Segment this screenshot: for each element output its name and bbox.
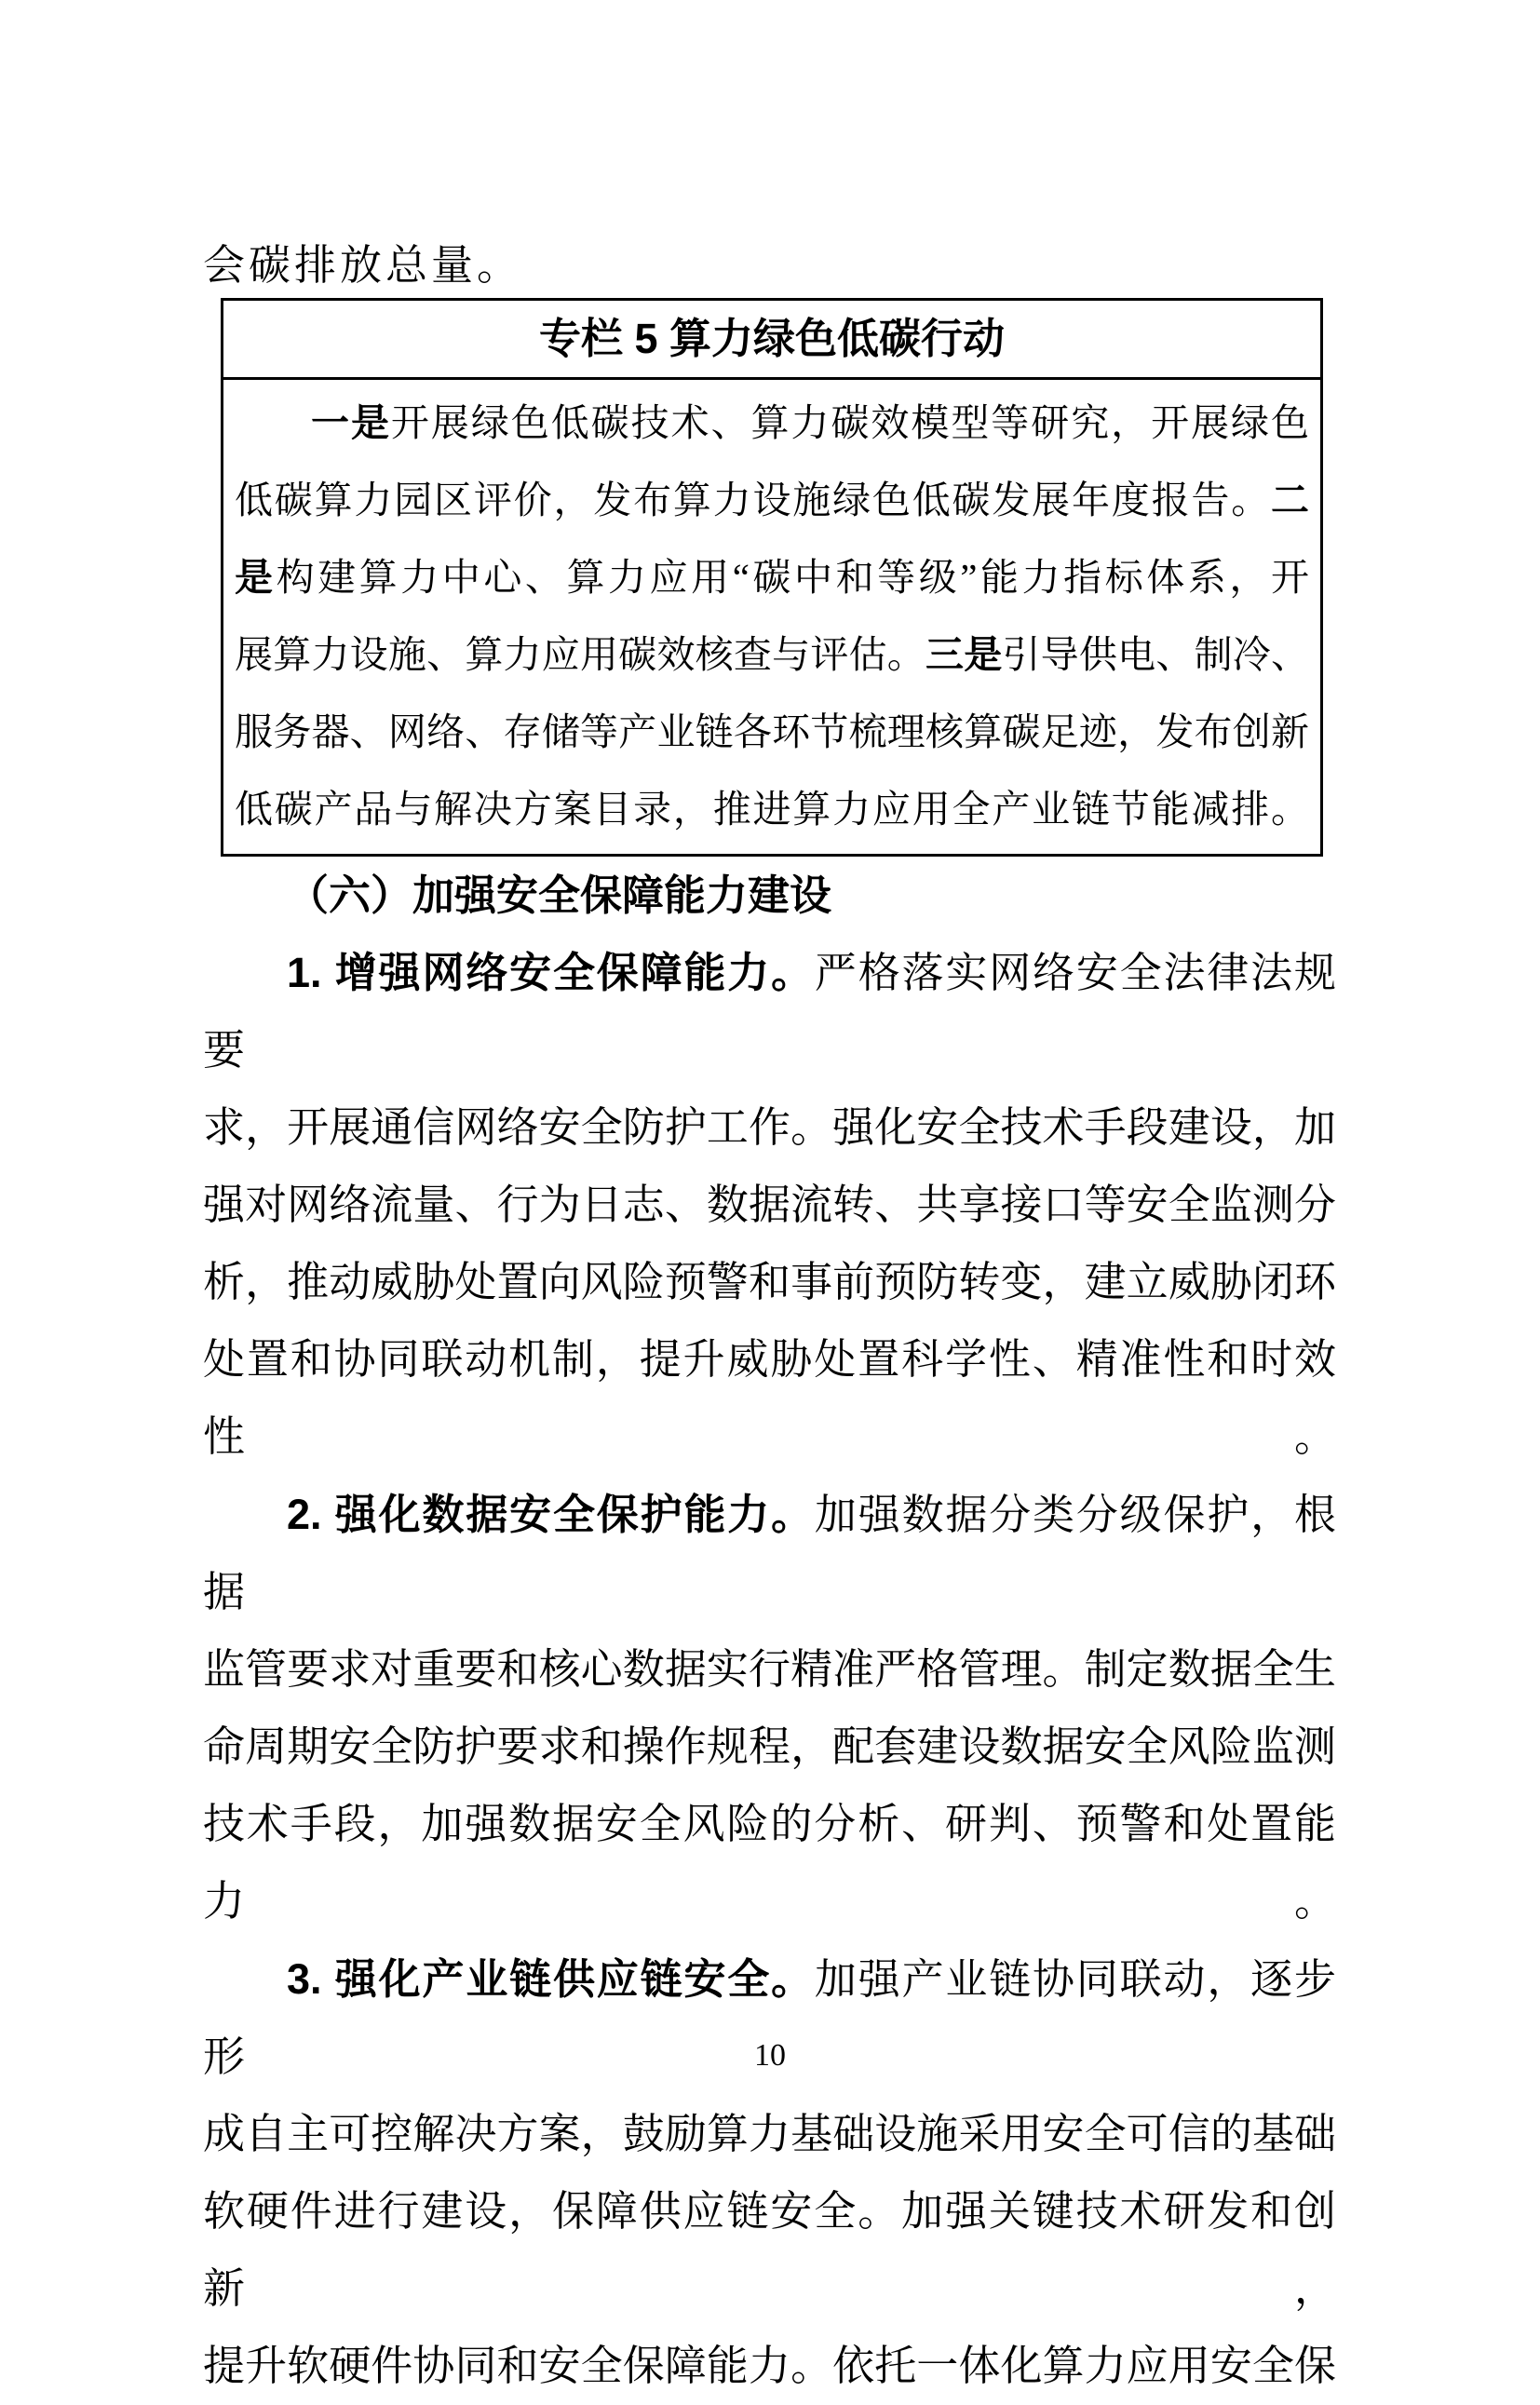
text-run: 加强数据分类分级保护，根据 bbox=[203, 1492, 1336, 1615]
bold-lead-run: 是 bbox=[235, 556, 277, 599]
paragraph-line bbox=[203, 1321, 1336, 1476]
text-run: 引导供电、制冷、 bbox=[1002, 633, 1310, 676]
text-run: 命周期安全防护要求和操作规程，配套建设数据安全风险监测 bbox=[203, 1723, 1336, 1770]
text-run: 求，开展通信网络安全防护工作。强化安全技术手段建设，加 bbox=[203, 1104, 1336, 1151]
section-heading: （六）加强安全保障能力建设 bbox=[287, 871, 832, 919]
text-run: 展算力设施、算力应用碳效核查与评估。 bbox=[235, 633, 925, 676]
paragraph-1 bbox=[203, 934, 1336, 1476]
callout-box-body bbox=[223, 380, 1320, 854]
paragraph-line bbox=[203, 2173, 1336, 2328]
bold-lead-run: 1. 增强网络安全保障能力。 bbox=[287, 949, 815, 996]
paragraph-line bbox=[203, 2096, 1336, 2173]
text-run: 低碳算力园区评价，发布算力设施绿色低碳发展年度报告。 bbox=[235, 479, 1271, 521]
paragraph-line bbox=[203, 1244, 1336, 1321]
intro-text: 会碳排放总量。 bbox=[203, 242, 523, 289]
text-run: 加强产业链协同联动，逐步形 bbox=[203, 1956, 1336, 2080]
paragraph-line bbox=[203, 2328, 1336, 2405]
box-line bbox=[235, 462, 1309, 539]
paragraph-line bbox=[203, 1476, 1336, 1631]
text-run: 析，推动威胁处置向风险预警和事前预防转变，建立威胁闭环 bbox=[203, 1259, 1336, 1305]
intro-continuation-line bbox=[203, 233, 1336, 298]
bold-lead-run: 2. 强化数据安全保护能力。 bbox=[287, 1491, 815, 1538]
text-run: 严格落实网络安全法律法规要 bbox=[203, 950, 1336, 1074]
paragraph-line bbox=[203, 1631, 1336, 1709]
paragraph-2 bbox=[203, 1476, 1336, 1940]
document-page-content bbox=[203, 233, 1336, 2405]
text-run: 成自主可控解决方案，鼓励算力基础设施采用安全可信的基础 bbox=[203, 2111, 1336, 2157]
bold-lead-run: 三是 bbox=[925, 633, 1003, 676]
box-line bbox=[235, 616, 1309, 694]
callout-box-title: 专栏 5 算力绿色低碳行动 bbox=[223, 301, 1320, 380]
text-run: 强对网络流量、行为日志、数据流转、共享接口等安全监测分 bbox=[203, 1182, 1336, 1228]
box-line bbox=[235, 385, 1309, 462]
text-run: 提升软硬件协同和安全保障能力。依托一体化算力应用安全保 bbox=[203, 2343, 1336, 2389]
text-run: 低碳产品与解决方案目录，推进算力应用全产业链节能减排。 bbox=[235, 788, 1309, 831]
callout-box bbox=[221, 298, 1323, 857]
box-line bbox=[235, 694, 1309, 771]
text-run: 服务器、网络、存储等产业链各环节梳理核算碳足迹，发布创新 bbox=[235, 710, 1309, 753]
bold-lead-run: 3. 强化产业链供应链安全。 bbox=[287, 1955, 815, 2003]
text-run: 软硬件进行建设，保障供应链安全。加强关键技术研发和创新， bbox=[203, 2188, 1336, 2312]
text-run: 技术手段，加强数据安全风险的分析、研判、预警和处置能力。 bbox=[203, 1801, 1336, 1925]
paragraph-line bbox=[203, 1167, 1336, 1244]
page-number: 10 bbox=[754, 2038, 786, 2073]
box-line bbox=[235, 771, 1309, 848]
box-line bbox=[235, 539, 1309, 616]
bold-lead-run: 二 bbox=[1271, 479, 1309, 521]
bold-lead-run: 一是 bbox=[311, 401, 391, 444]
text-run: 开展绿色低碳技术、算力碳效模型等研究，开展绿色 bbox=[390, 401, 1310, 444]
paragraph-line bbox=[203, 1089, 1336, 1167]
paragraph-line bbox=[203, 1786, 1336, 1940]
text-run: 构建算力中心、算力应用“碳中和等级”能力指标体系，开 bbox=[276, 556, 1309, 599]
paragraph-line bbox=[203, 1709, 1336, 1786]
paragraph-3 bbox=[203, 1940, 1336, 2405]
paragraph-line bbox=[203, 934, 1336, 1089]
text-run: 监管要求对重要和核心数据实行精准严格管理。制定数据全生 bbox=[203, 1646, 1336, 1693]
text-run: 处置和协同联动机制，提升威胁处置科学性、精准性和时效性。 bbox=[203, 1336, 1336, 1460]
